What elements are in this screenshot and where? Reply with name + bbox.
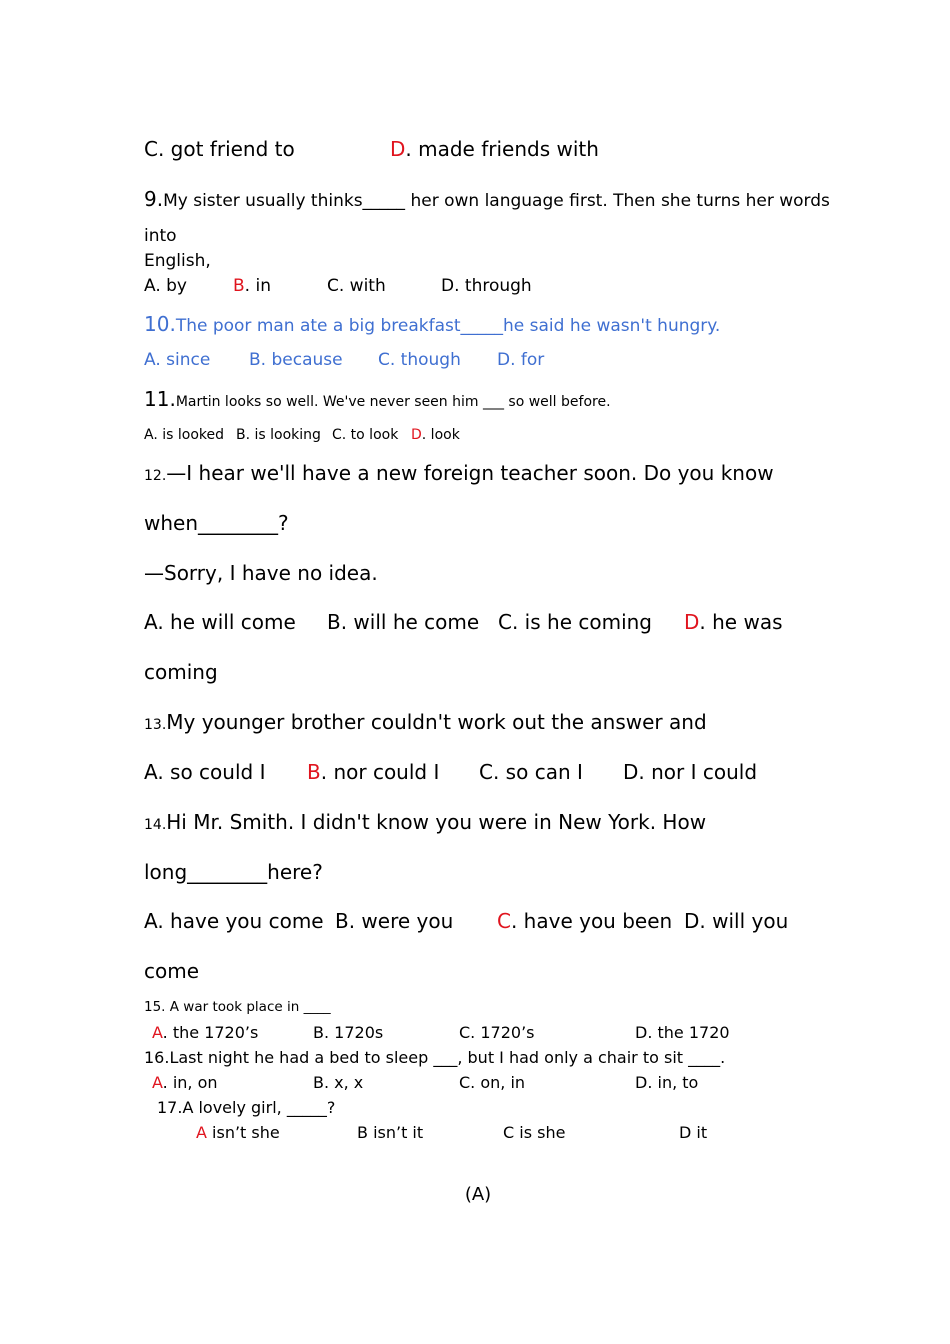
- question-text: —I hear we'll have a new foreign teacher soon. Do you know: [166, 461, 774, 485]
- answer-letter: D: [390, 137, 406, 161]
- question-12-line3: —Sorry, I have no idea.: [144, 561, 378, 585]
- question-17: 17.A lovely girl, _____?: [157, 1098, 336, 1117]
- q16-option-c: C. on, in: [459, 1073, 526, 1092]
- question-9-line2: into: [144, 226, 177, 246]
- question-number: 12.: [144, 468, 167, 484]
- q15-option-d: D. the 1720: [635, 1023, 730, 1042]
- answer-letter: A: [152, 1023, 163, 1042]
- question-12: [144, 463, 774, 483]
- question-text: My sister usually thinks_____ her own language first. Then she turns her words: [163, 191, 830, 211]
- question-11: [144, 389, 611, 409]
- question-16: 16.Last night he had a bed to sleep ___, but I had only a chair to sit ____.: [144, 1048, 726, 1067]
- q10-option-d: D. for: [497, 350, 545, 370]
- q9-option-b: B. in: [233, 276, 271, 296]
- answer-letter: D: [684, 610, 700, 634]
- question-number: 11.: [144, 387, 176, 411]
- q13-option-b: B. nor could I: [307, 760, 440, 784]
- q9-option-c: C. with: [327, 276, 386, 296]
- question-15: 15. A war took place in ____: [144, 999, 331, 1015]
- answer-letter: D: [411, 427, 422, 443]
- answer-letter: A: [152, 1073, 163, 1092]
- q12-option-a: A. he will come: [144, 610, 296, 634]
- question-9-line3: English,: [144, 251, 211, 271]
- question-10: [144, 314, 720, 335]
- q9-option-a: A. by: [144, 276, 187, 296]
- q12-option-d-continued: coming: [144, 660, 218, 684]
- answer-letter: B: [307, 760, 321, 784]
- question-number: 13.: [144, 717, 167, 733]
- question-text: Martin looks so well. We've never seen him ___ so well before.: [175, 394, 611, 410]
- q14-option-b: B. were you: [335, 909, 454, 933]
- question-13: [144, 712, 707, 732]
- q16-option-b: B. x, x: [313, 1073, 364, 1092]
- question-14-line2: long________here?: [144, 860, 323, 884]
- q15-option-c: C. 1720’s: [459, 1023, 535, 1042]
- q15-option-b: B. 1720s: [313, 1023, 384, 1042]
- question-number: 14.: [144, 817, 167, 833]
- question-12-line2: when________?: [144, 511, 289, 535]
- question-number: 10.: [144, 312, 176, 336]
- q12-option-c: C. is he coming: [498, 610, 652, 634]
- q16-option-d: D. in, to: [635, 1073, 699, 1092]
- q12-option-d: D. he was: [684, 610, 783, 634]
- question-text: The poor man ate a big breakfast_____he said he wasn't hungry.: [175, 316, 721, 336]
- q11-option-d: D. look: [411, 427, 460, 443]
- q14-option-c: C. have you been: [497, 909, 673, 933]
- q17-option-b: B isn’t it: [357, 1123, 424, 1142]
- q10-option-a: A. since: [144, 350, 211, 370]
- q10-option-c: C. though: [378, 350, 461, 370]
- answer-letter: B: [233, 276, 245, 296]
- q14-option-a: A. have you come: [144, 909, 324, 933]
- q13-option-c: C. so can I: [479, 760, 583, 784]
- q13-option-d: D. nor I could: [623, 760, 758, 784]
- q17-option-a: A isn’t she: [196, 1123, 280, 1142]
- q11-option-c: C. to look: [332, 427, 399, 443]
- q9-option-d: D. through: [441, 276, 532, 296]
- q8-option-c: C. got friend to: [144, 137, 295, 161]
- answer-letter: C: [497, 909, 511, 933]
- question-text: Hi Mr. Smith. I didn't know you were in New York. How: [166, 810, 707, 834]
- q8-option-d: D. made friends with: [390, 137, 599, 161]
- q14-option-d-continued: come: [144, 959, 200, 983]
- q14-option-d: D. will you: [684, 909, 789, 933]
- q17-option-d: D it: [679, 1123, 708, 1142]
- question-9: [144, 189, 830, 210]
- question-text: My younger brother couldn't work out the answer and: [166, 710, 707, 734]
- q15-option-a: A. the 1720’s: [152, 1023, 259, 1042]
- q11-option-a: A. is looked: [144, 427, 224, 443]
- answer-letter: A: [196, 1123, 207, 1142]
- q13-option-a: A. so could I: [144, 760, 266, 784]
- question-number: 9.: [144, 187, 164, 211]
- q16-option-a: A. in, on: [152, 1073, 218, 1092]
- q10-option-b: B. because: [249, 350, 343, 370]
- q17-option-c: C is she: [503, 1123, 566, 1142]
- section-heading: (A): [464, 1184, 492, 1205]
- q12-option-b: B. will he come: [327, 610, 480, 634]
- question-14: [144, 812, 706, 832]
- q11-option-b: B. is looking: [236, 427, 321, 443]
